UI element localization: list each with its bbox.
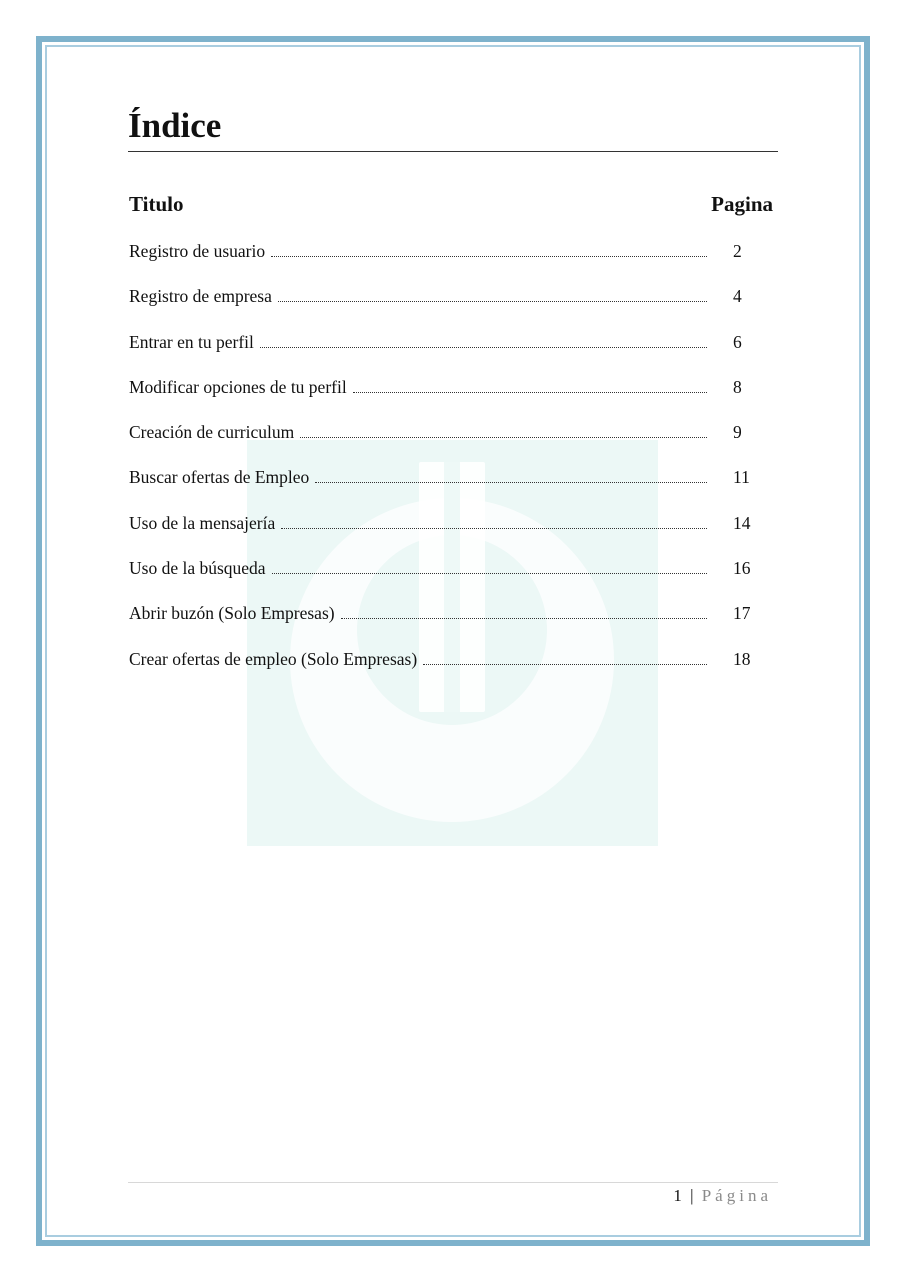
toc-entry-page: 9 xyxy=(733,422,742,443)
footer-divider xyxy=(128,1182,778,1183)
toc-entry-page: 18 xyxy=(733,648,751,669)
dot-leader xyxy=(272,573,707,574)
toc-entry-page: 16 xyxy=(733,558,751,579)
toc-entry[interactable] xyxy=(129,283,749,328)
dot-leader xyxy=(353,392,707,393)
dot-leader xyxy=(341,618,707,619)
toc-entry[interactable] xyxy=(129,600,749,645)
dot-leader xyxy=(315,482,707,483)
toc-header-title: Titulo xyxy=(129,192,184,216)
dot-leader xyxy=(271,256,707,257)
toc-entry-title: Modificar opciones de tu perfil xyxy=(129,376,347,397)
toc-entry-page: 2 xyxy=(733,241,742,261)
toc-entry-page: 11 xyxy=(733,467,750,488)
toc-entry[interactable] xyxy=(129,555,749,600)
toc-entry[interactable] xyxy=(129,510,749,555)
toc-entry[interactable] xyxy=(129,329,749,374)
dot-leader xyxy=(423,664,707,665)
toc-entry-page: 4 xyxy=(733,286,742,307)
toc-entry-page: 14 xyxy=(733,512,751,533)
title-divider xyxy=(128,151,778,152)
footer-separator: | xyxy=(690,1186,694,1205)
toc-entry-title: Creación de curriculum xyxy=(129,422,295,443)
dot-leader xyxy=(278,301,707,302)
toc-entry-title: Registro de usuario xyxy=(129,241,266,261)
toc-entry[interactable] xyxy=(129,374,749,419)
toc-entry[interactable] xyxy=(129,464,749,509)
toc-entry-page: 17 xyxy=(733,603,751,624)
footer-page-number: 1 xyxy=(673,1186,682,1205)
toc-header xyxy=(129,192,773,220)
toc-entry[interactable] xyxy=(129,646,749,691)
toc-entry-title: Registro de empresa xyxy=(129,286,272,307)
toc-entry[interactable] xyxy=(129,238,749,283)
dot-leader xyxy=(260,347,707,348)
toc-entry-title: Uso de la búsqueda xyxy=(129,558,266,579)
toc-entry-page: 8 xyxy=(733,376,742,397)
footer-page-word: Página xyxy=(701,1186,772,1205)
dot-leader xyxy=(300,437,707,438)
toc-list xyxy=(129,238,749,691)
page-footer xyxy=(673,1184,772,1208)
toc-entry[interactable] xyxy=(129,419,749,464)
toc-entry-title: Crear ofertas de empleo (Solo Empresas) xyxy=(129,648,418,669)
dot-leader xyxy=(281,528,707,529)
toc-entry-title: Uso de la mensajería xyxy=(129,512,276,533)
page-title: Índice xyxy=(128,106,222,145)
toc-entry-title: Buscar ofertas de Empleo xyxy=(129,467,310,488)
toc-entry-title: Abrir buzón (Solo Empresas) xyxy=(129,603,335,624)
toc-header-page: Pagina xyxy=(711,192,773,216)
toc-entry-page: 6 xyxy=(733,331,742,352)
toc-entry-title: Entrar en tu perfil xyxy=(129,331,254,352)
